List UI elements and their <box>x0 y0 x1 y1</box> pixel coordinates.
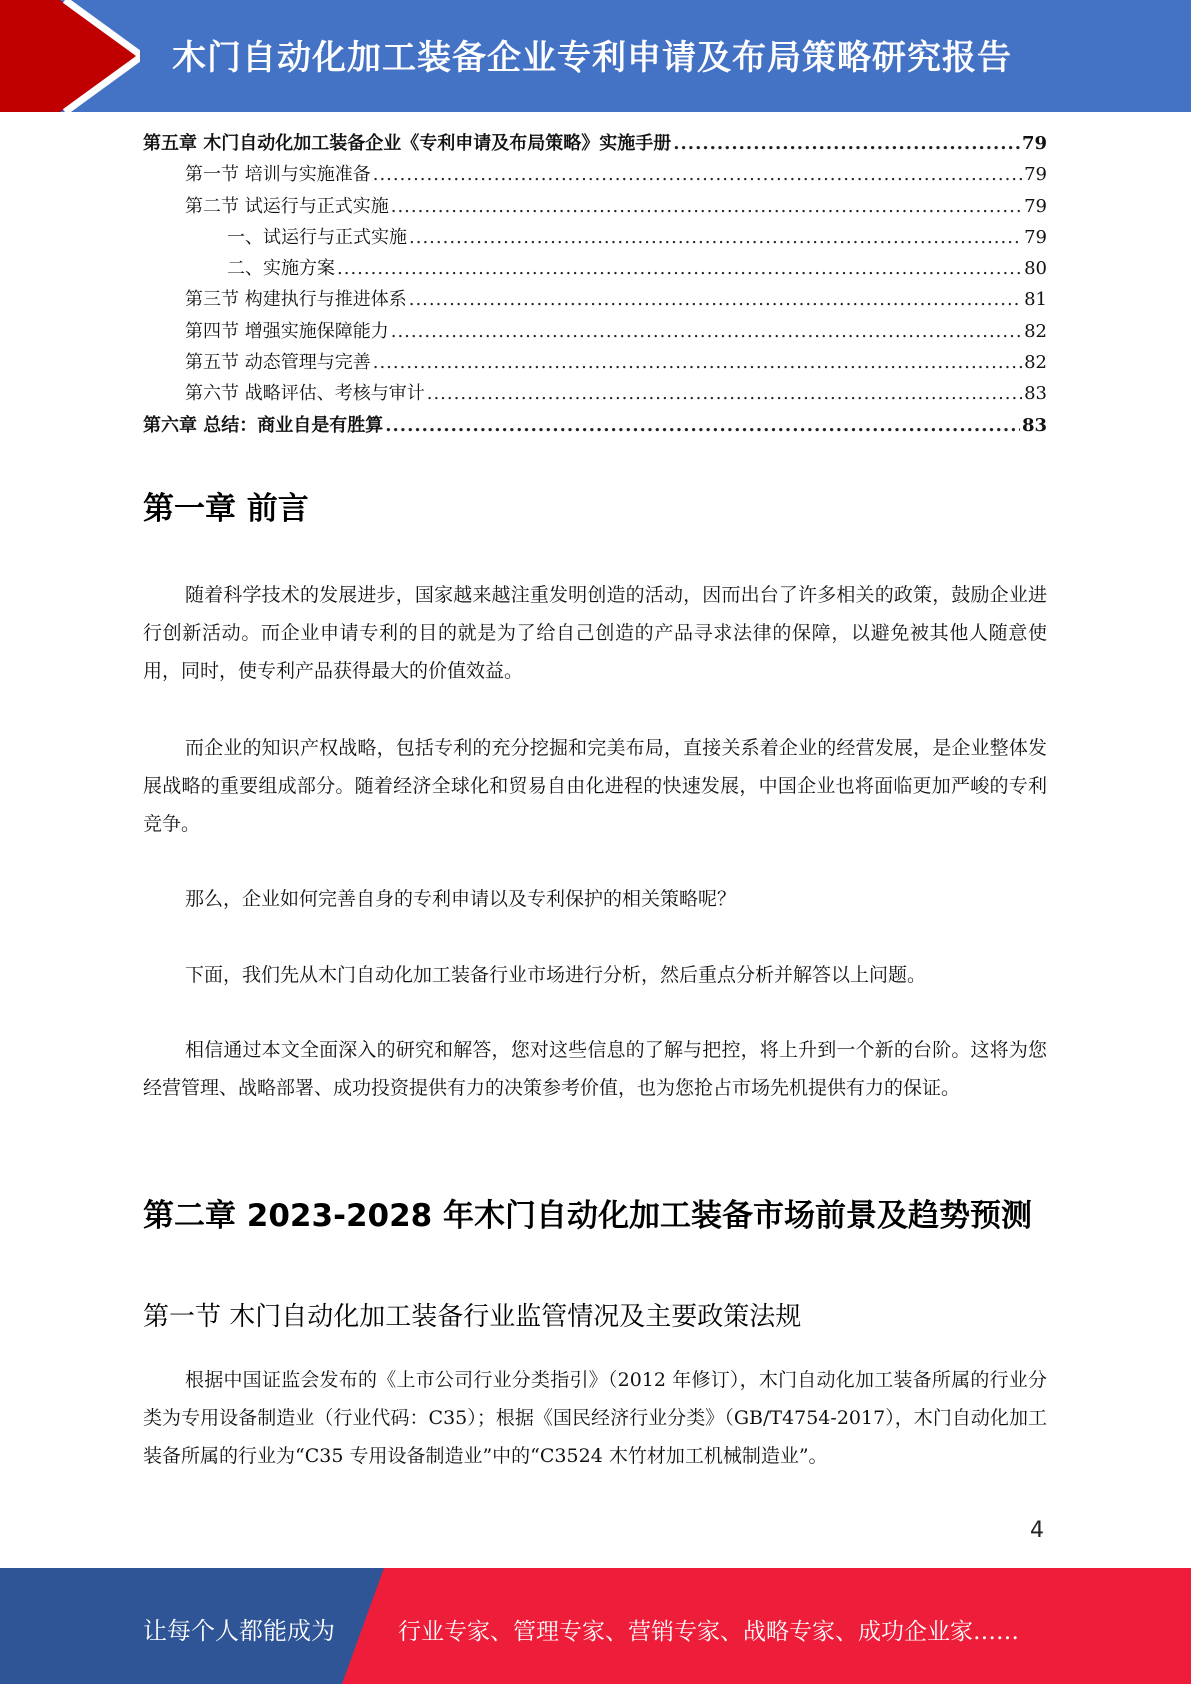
section-heading: 第一节 木门自动化加工装备行业监管情况及主要政策法规 <box>143 1302 802 1332</box>
toc-page: 82 <box>1024 320 1047 342</box>
toc-entry[interactable] <box>143 159 1047 190</box>
toc-entry-text: 第六节 战略评估、考核与审计 <box>185 383 425 405</box>
chapter-1-heading: 第一章 前言 <box>143 491 309 527</box>
footer-slogan-right: 行业专家、管理专家、营销专家、战略专家、成功企业家…… <box>398 1619 1019 1645</box>
footer-slogan-left: 让每个人都能成为 <box>143 1617 335 1645</box>
toc-entry-text: 一、试运行与正式实施 <box>227 226 407 248</box>
toc-entry-text: 第二节 试运行与正式实施 <box>185 195 389 217</box>
toc-leader <box>337 253 1022 284</box>
header-red-arrow <box>0 0 140 112</box>
toc-entry-text: 二、实施方案 <box>227 258 335 280</box>
toc-leader <box>373 347 1022 378</box>
toc-entry[interactable] <box>143 347 1047 378</box>
toc-page: 80 <box>1024 258 1047 280</box>
toc-entry-text: 第六章 总结：商业自是有胜算 <box>143 414 384 436</box>
toc-leader <box>385 410 1020 441</box>
toc-leader <box>409 222 1022 253</box>
toc-entry-text: 第五节 动态管理与完善 <box>185 352 371 374</box>
toc-entry[interactable] <box>143 378 1047 409</box>
toc-entry-text: 第五章 木门自动化加工装备企业《专利申请及布局策略》实施手册 <box>143 133 672 154</box>
chapter-1-paragraph: 而企业的知识产权战略，包括专利的充分挖掘和完美布局，直接关系着企业的经营发展，是企业整体发展战略的重要组成部分。随着经济全球化和贸易自由化进程的快速发展，中国企业也将面临更加严峻的专利竞争。 <box>143 737 1047 835</box>
header-banner <box>0 0 1191 112</box>
toc-entry-text: 第一节 培训与实施准备 <box>185 164 371 186</box>
toc-leader <box>391 316 1022 347</box>
toc-leader <box>391 191 1022 222</box>
toc-entry[interactable] <box>143 191 1047 222</box>
toc-leader <box>373 159 1022 190</box>
toc-page: 82 <box>1024 352 1047 374</box>
toc-page: 79 <box>1021 133 1047 154</box>
chapter-2-heading: 第二章 2023-2028 年木门自动化加工装备市场前景及趋势预测 <box>143 1198 1033 1234</box>
chapter-1-paragraph: 那么，企业如何完善自身的专利申请以及专利保护的相关策略呢？ <box>185 888 737 910</box>
report-title: 木门自动化加工装备企业专利申请及布局策略研究报告 <box>172 38 1012 78</box>
toc-leader <box>673 128 1020 159</box>
chapter-1-paragraph: 随着科学技术的发展进步，国家越来越注重发明创造的活动，因而出台了许多相关的政策，鼓励企业进行创新活动。而企业申请专利的目的就是为了给自己创造的产品寻求法律的保障，以避免被其他人随意使用，同时，使专利产品获得最大的价值效益。 <box>143 584 1047 682</box>
page-number: 4 <box>1030 1518 1044 1543</box>
toc-page: 79 <box>1024 195 1047 217</box>
toc-leader <box>427 378 1022 409</box>
toc-page: 79 <box>1024 164 1047 186</box>
toc-entry[interactable] <box>143 222 1047 253</box>
chapter-1-paragraph: 下面，我们先从木门自动化加工装备行业市场进行分析，然后重点分析并解答以上问题。 <box>185 964 927 986</box>
toc-entry[interactable] <box>143 410 1047 441</box>
toc-page: 81 <box>1024 289 1047 311</box>
toc-entry[interactable] <box>143 253 1047 284</box>
toc-entry[interactable] <box>143 128 1047 159</box>
toc-entry-text: 第四节 增强实施保障能力 <box>185 320 389 342</box>
footer-banner <box>0 1568 1191 1684</box>
toc-entry[interactable] <box>143 284 1047 315</box>
chapter-1-paragraph: 相信通过本文全面深入的研究和解答，您对这些信息的了解与把控，将上升到一个新的台阶。这将为您经营管理、战略部署、成功投资提供有力的决策参考价值，也为您抢占市场先机提供有力的保证。 <box>143 1039 1047 1099</box>
toc-entry[interactable] <box>143 316 1047 347</box>
table-of-contents <box>143 128 1047 441</box>
toc-leader <box>409 284 1022 315</box>
toc-page: 83 <box>1024 383 1047 405</box>
section-paragraph: 根据中国证监会发布的《上市公司行业分类指引》（2012 年修订），木门自动化加工装备所属的行业分类为专用设备制造业（行业代码：C35）；根据《国民经济行业分类》（GB/T4754-2017），木门自动化加工装备所属的行业为“C35 专用设备制造业”中的“C3524 木竹材加工机械制造业”。 <box>143 1369 1047 1467</box>
toc-page: 83 <box>1021 414 1047 436</box>
toc-entry-text: 第三节 构建执行与推进体系 <box>185 289 407 311</box>
toc-page: 79 <box>1024 226 1047 248</box>
